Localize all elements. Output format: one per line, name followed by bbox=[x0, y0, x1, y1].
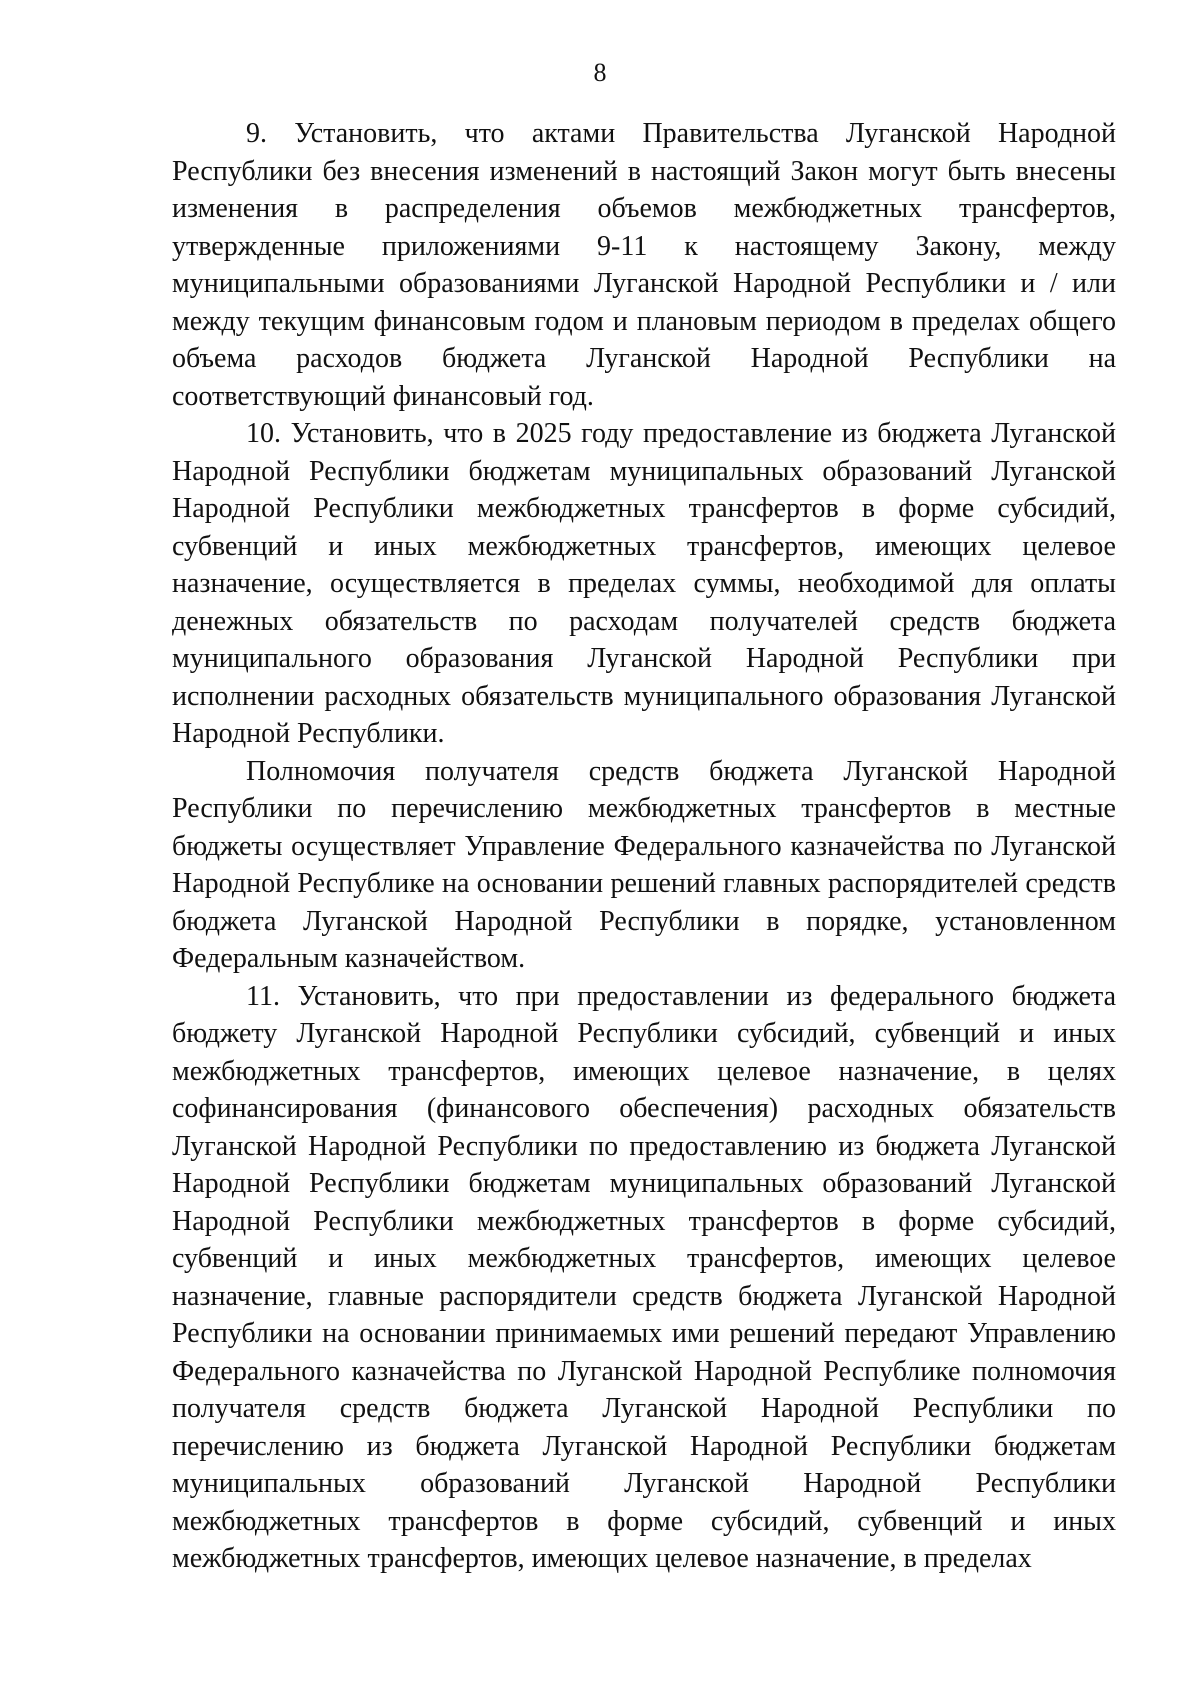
paragraph-item-9: 9. Установить, что актами Правительства Луганской Народной Республики без внесения изменений в настоящий Закон могут быть внесены изменения в распределения объемов межбюджетных трансфертов, утвержденные приложениями 9-11 к настоящему Закону, между муниципальными образованиями Луганской Народной Республики и / или между текущим финансовым годом и плановым периодом в пределах общего объема расходов бюджета Луганской Народной Республики на соответствующий финансовый год. bbox=[172, 118, 1116, 412]
paragraph-item-10: 10. Установить, что в 2025 году предоставление из бюджета Луганской Народной Республики бюджетам муниципальных образований Луганской Народной Республики межбюджетных трансфертов в форме субсидий, субвенций и иных межбюджетных трансфертов, имеющих целевое назначение, осуществляется в пределах суммы, необходимой для оплаты денежных обязательств по расходам получателей средств бюджета муниципального образования Луганской Народной Республики при исполнении расходных обязательств муниципального образования Луганской Народной Республики. bbox=[172, 418, 1116, 749]
paragraph-item-10-continuation: Полномочия получателя средств бюджета Луганской Народной Республики по перечислению межбюджетных трансфертов в местные бюджеты осуществляет Управление Федерального казначейства по Луганской Народной Республике на основании решений главных распорядителей средств бюджета Луганской Народной Республики в порядке, установленном Федеральным казначейством. bbox=[172, 755, 1116, 974]
document-body bbox=[172, 115, 1116, 1578]
paragraph-item-11: 11. Установить, что при предоставлении из федерального бюджета бюджету Луганской Народной Республики субсидий, субвенций и иных межбюджетных трансфертов, имеющих целевое назначение, в целях софинансирования (финансового обеспечения) расходных обязательств Луганской Народной Республики по предоставлению из бюджета Луганской Народной Республики бюджетам муниципальных образований Луганской Народной Республики межбюджетных трансфертов в форме субсидий, субвенций и иных межбюджетных трансфертов, имеющих целевое назначение, главные распорядители средств бюджета Луганской Народной Республики на основании принимаемых ими решений передают Управлению Федерального казначейства по Луганской Народной Республике полномочия получателя средств бюджета Луганской Народной Республики по перечислению из бюджета Луганской Народной Республики бюджетам муниципальных образований Луганской Народной Республики межбюджетных трансфертов в форме субсидий, субвенций и иных межбюджетных трансфертов, имеющих целевое назначение, в пределах bbox=[172, 980, 1116, 1574]
page-number: 8 bbox=[593, 58, 607, 87]
